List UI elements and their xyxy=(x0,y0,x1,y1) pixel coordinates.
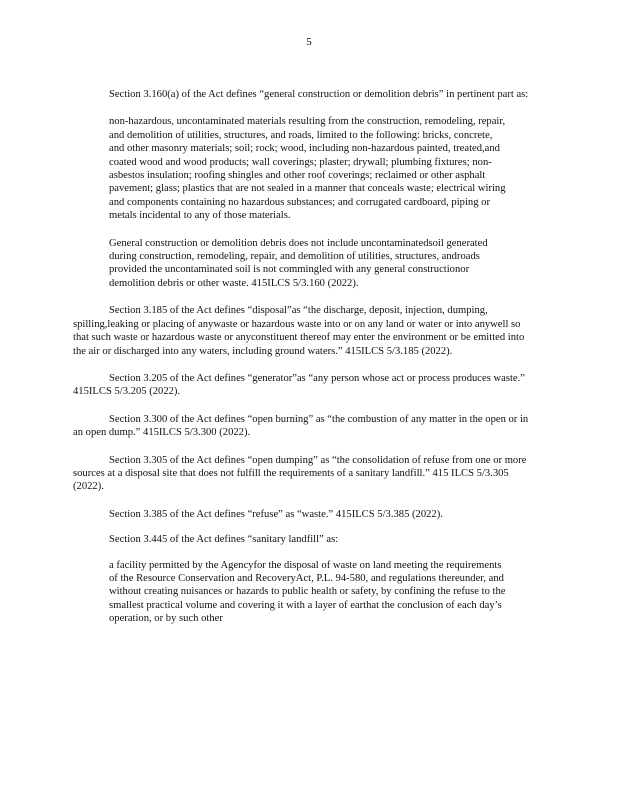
quote-cd-debris-definition: non-hazardous, uncontaminated materials resulting from the construction, remodeling, repair, and demolition of utilities, structures, and roads, limited to the following: bricks, concrete, and other masonry materials; soil; rock; wood, including non-hazardous painted, treated,and coated wood and wood products; wall coverings; plaster; drywall; plumbing fixtures; non-asbestos insulation; roofing shingles and other roof coverings; reclaimed or other asphalt pavement; glass; plastics that are not sealed in a manner that conceals waste; electrical wiring and components containing no hazardous substances; and corrugated cardboard, piping or metals incidental to any of those materials. xyxy=(109,116,506,222)
paragraph-section-3-185: Section 3.185 of the Act defines “disposal”as “the discharge, deposit, injection, dumping, spilling,leaking or placing of anywaste or hazardous waste into or on any land or water or into anywell so that such waste or hazardous waste or anyconstituent thereof may enter the environment or be emitted into the air or discharged into any waters, including ground waters.” 415ILCS 5/3.185 (2022). xyxy=(73,305,525,357)
paragraph-section-3-300: Section 3.300 of the Act defines “open burning” as “the combustion of any matter in the open or in an open dump.” 415ILCS 5/3.300 (2022). xyxy=(73,413,529,439)
paragraph-section-3-205: Section 3.205 of the Act defines “generator”as “any person whose act or process produces waste.” 415ILCS 5/3.205 (2022). xyxy=(73,372,525,398)
paragraph-section-3-160: Section 3.160(a) of the Act defines “general construction or demolition debris” in pertinent part as: xyxy=(109,89,529,100)
paragraph-section-3-445: Section 3.445 of the Act defines “sanitary landfill” as: xyxy=(109,534,339,546)
quote-cd-debris-exclusion: General construction or demolition debris does not include uncontaminatedsoil generated during construction, remodeling, repair, and demolition of utilities, structures, androads provided the uncontaminated soil is not commingled with any general constructionor demolition debris or other waste. 415ILCS 5/3.160 (2022). xyxy=(109,237,488,289)
paragraph-section-3-305: Section 3.305 of the Act defines “open dumping” as “the consolidation of refuse from one or more sources at a disposal site that does not fulfill the requirements of a sanitary landfill.” 415 ILCS 5/3.305 (2022). xyxy=(73,454,527,493)
document-body xyxy=(73,88,535,626)
quote-sanitary-landfill-definition: a facility permitted by the Agencyfor the disposal of waste on land meeting the requirements of the Resource Conservation and RecoveryAct, P.L. 94-580, and regulations thereunder, and without creating nuisances or hazards to public health or safety, by confining the refuse to the smallest practical volume and covering it with a layer of earthat the conclusion of each day’s operation, or by such other xyxy=(109,559,506,625)
paragraph-section-3-385: Section 3.385 of the Act defines “refuse” as “waste.” 415ILCS 5/3.385 (2022). xyxy=(109,508,443,520)
page-number: 5 xyxy=(306,36,312,48)
